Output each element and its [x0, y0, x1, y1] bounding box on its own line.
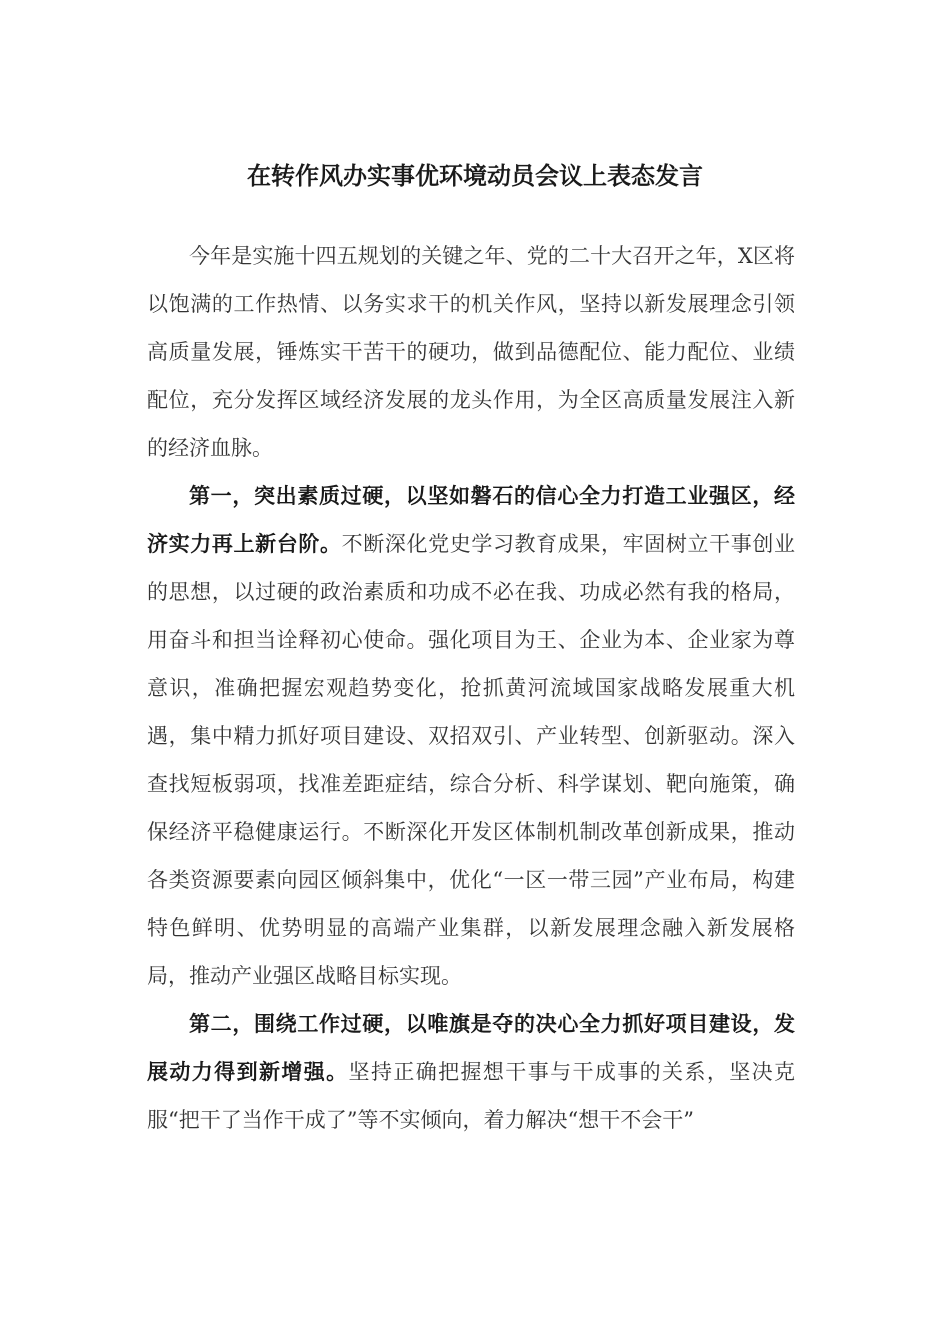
paragraph-text: 今年是实施十四五规划的关键之年、党的二十大召开之年，X区将以饱满的工作热情、以务实求干的机关作风，坚持以新发展理念引领高质量发展，锤炼实干苦干的硬功，做到品德配位、能力配位、业绩配位，充分发挥区域经济发展的龙头作用，为全区高质量发展注入新的经济血脉。: [147, 244, 795, 460]
paragraph-intro: [147, 232, 795, 472]
document-title: 在转作风办实事优环境动员会议上表态发言: [247, 162, 703, 190]
paragraph-lead: 第二，围绕工作过硬，以唯旗是夺的决心全力抓好项目建设，发展动力得到新增强。: [147, 1012, 795, 1084]
paragraph-lead: 第一，突出素质过硬，以坚如磐石的信心全力打造工业强区，经济实力再上新台阶。: [147, 484, 795, 556]
paragraph-text: 坚持正确把握想干事与干成事的关系，坚决克服“把干了当作干成了”等不实倾向，着力解决“想干不会干”: [147, 1060, 796, 1132]
paragraph-second-point: [147, 1000, 795, 1144]
document-body: [147, 232, 795, 1144]
paragraph-text: 不断深化党史学习教育成果，牢固树立干事创业的思想，以过硬的政治素质和功成不必在我、功成必然有我的格局，用奋斗和担当诠释初心使命。强化项目为王、企业为本、企业家为尊意识，准确把握宏观趋势变化，抢抓黄河流域国家战略发展重大机遇，集中精力抓好项目建设、双招双引、产业转型、创新驱动。深入查找短板弱项，找准差距症结，综合分析、科学谋划、靶向施策，确保经济平稳健康运行。不断深化开发区体制机制改革创新成果，推动各类资源要素向园区倾斜集中，优化“一区一带三园”产业布局，构建特色鲜明、优势明显的高端产业集群，以新发展理念融入新发展格局，推动产业强区战略目标实现。: [147, 532, 796, 988]
paragraph-first-point: [147, 472, 795, 1000]
